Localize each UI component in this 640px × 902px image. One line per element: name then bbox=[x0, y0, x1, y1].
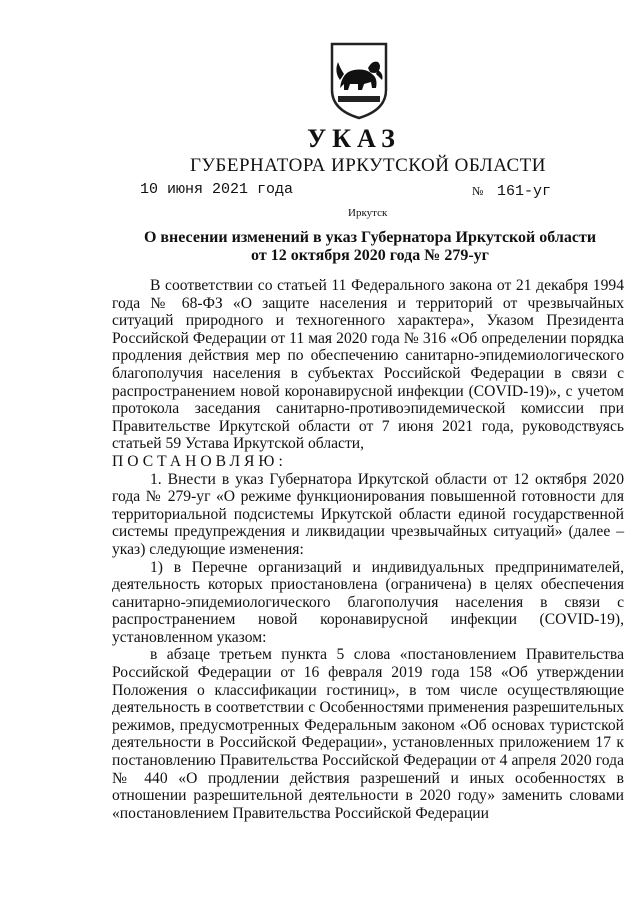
document-type: УКАЗ bbox=[307, 124, 401, 153]
document-number bbox=[472, 183, 551, 200]
postanovlyayu-heading: ПОСТАНОВЛЯЮ: bbox=[112, 452, 287, 470]
item-1-paragraph: 1. Внести в указ Губернатора Иркутской области от 12 октября 2020 года № 279-уг «О режиме функционирования повышенной готовности для территориальной подсистемы Иркутской области единой государственной системы предупреждения и ликвидации чрезвычайных ситуаций» (далее – указ) следующие изменения: bbox=[112, 470, 624, 558]
issue-place: Иркутск bbox=[348, 207, 388, 219]
item-1-1-a-paragraph: в абзаце третьем пункта 5 слова «постановлением Правительства Российской Федерации от 16 февраля 2019 года 158 «Об утверждении Положения о классификации гостиниц», в том числе осуществляющие деятельность в соответствии с Особенностями применения разрешительных режимов, предусмотренных Федеральным законом «Об основах туристской деятельности в Российской Федерации», установленных приложением 17 к постановлению Правительства Российской Федерации от 4 апреля 2020 года № 440 «О продлении действия разрешений и иных особенностях в отношении разрешительной деятельности в 2020 году» заменить словами «постановлением Правительства Российской Федерации bbox=[112, 646, 624, 822]
preamble-paragraph: В соответствии со статьей 11 Федерального закона от 21 декабря 1994 года № 68-ФЗ «О защите населения и территорий от чрезвычайных ситуаций природного и техногенного характера», Указом Президента Российской Федерации от 11 мая 2020 года № 316 «Об определении порядка продления действия мер по обеспечению санитарно-эпидемиологического благополучия населения в субъектах Российской Федерации в связи с распространением новой коронавирусной инфекции (COVID-19)», с учетом протокола заседания санитарно-противоэпидемической комиссии при Правительстве Иркутской области от 7 июня 2021 года, руководствуясь статьей 59 Устава Иркутской области, bbox=[112, 277, 624, 453]
issue-date: 10 июня 2021 года bbox=[140, 181, 294, 198]
document-body bbox=[112, 277, 624, 822]
coat-of-arms-icon bbox=[328, 40, 390, 122]
issuer-title: ГУБЕРНАТОРА ИРКУТСКОЙ ОБЛАСТИ bbox=[190, 155, 546, 176]
number-sign: № bbox=[472, 184, 484, 198]
title-line-2: от 12 октября 2020 года № 279-уг bbox=[251, 247, 489, 264]
number-value: 161-уг bbox=[496, 183, 551, 200]
item-1-1-paragraph: 1) в Перечне организаций и индивидуальных предпринимателей, деятельность которых приостановлена (ограничена) в целях обеспечения санитарно-эпидемиологического благополучия населения в связи с распространением новой коронавирусной инфекции (COVID-19), установленном указом: bbox=[112, 558, 624, 646]
title-line-1: О внесении изменений в указ Губернатора Иркутской области bbox=[143, 229, 597, 246]
document-title bbox=[120, 229, 620, 265]
